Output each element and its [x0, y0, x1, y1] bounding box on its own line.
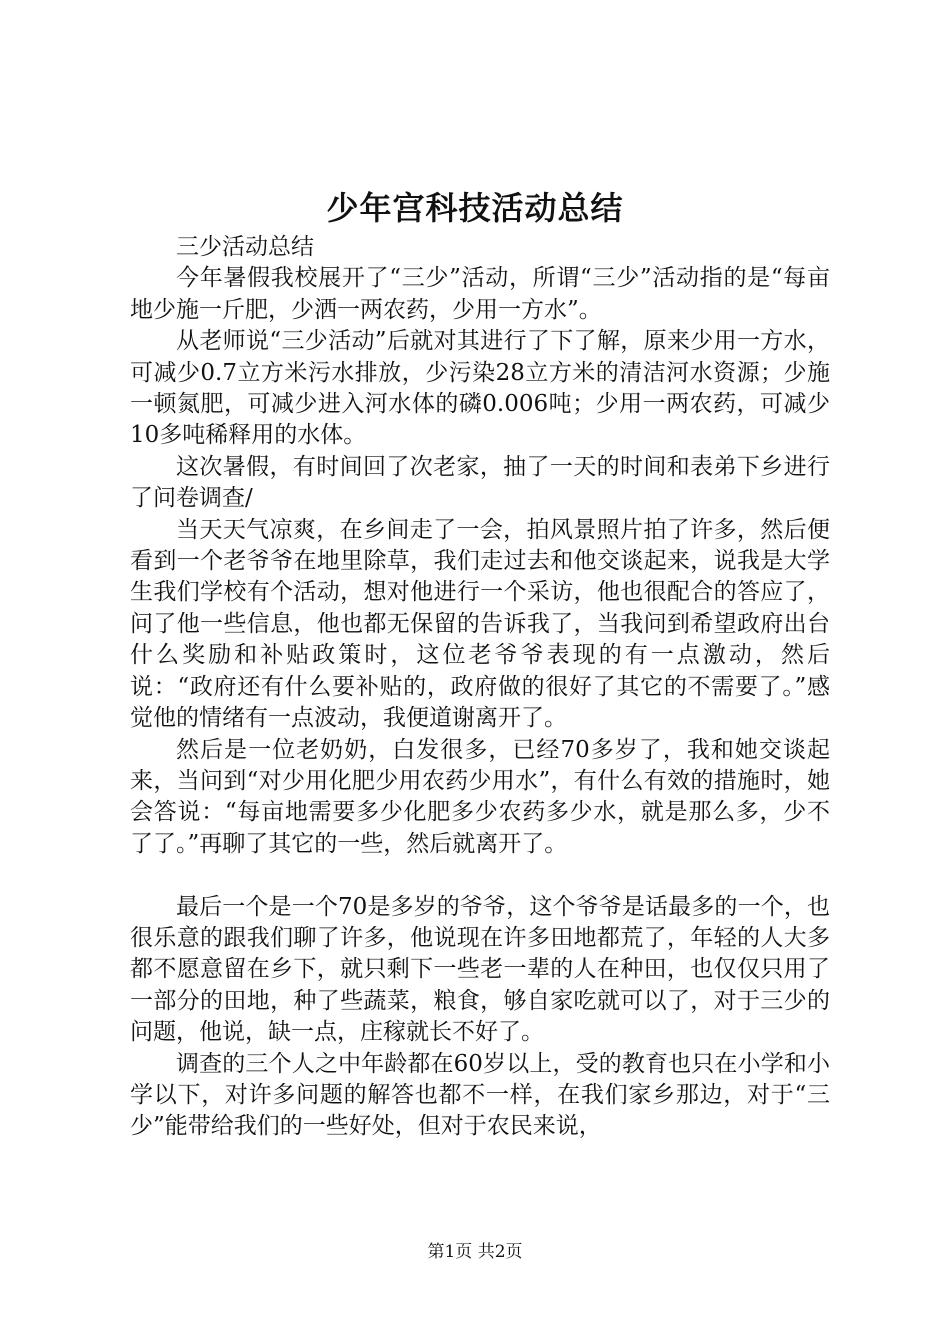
paragraph-grandma: 然后是一位老奶奶，白发很多，已经70多岁了，我和她交谈起来，当问到“对少用化肥少用农药少用水”，有什么有效的措施时，她会答说：“每亩地需要多少化肥多少农药多少水，就是那么多，少不了了。”再聊了其它的一些，然后就离开了。: [130, 736, 830, 857]
document-title: 少年宫科技活动总结: [326, 189, 624, 227]
paragraph-grandpa-2: 最后一个是一个70是多岁的爷爷，这个爷爷是话最多的一个，也很乐意的跟我们聊了许多，他说现在许多田地都荒了，年轻的人大多都不愿意留在乡下，就只剩下一些老一辈的人在种田，也仅仅只用了一部分的田地，种了些蔬菜，粮食，够自家吃就可以了，对于三少的问题，他说，缺一点，庄稼就长不好了。: [130, 893, 830, 1046]
paragraph-subtitle: 三少活动总结: [176, 234, 314, 260]
paragraph-grandpa-1: 当天天气凉爽，在乡间走了一会，拍风景照片拍了许多，然后便看到一个老爷爷在地里除草，我们走过去和他交谈起来，说我是大学生我们学校有个活动，想对他进行一个采访，他也很配合的答应了，问了他一些信息，他也都无保留的告诉我了，当我问到希望政府出台什么奖励和补贴政策时，这位老爷爷表现的有一点激动，然后说：“政府还有什么要补贴的，政府做的很好了其它的不需要了。”感觉他的情绪有一点波动，我便道谢离开了。: [130, 516, 830, 732]
page-footer: 第1页 共2页: [427, 1242, 523, 1262]
paragraph-conclusion: 调查的三个人之中年龄都在60岁以上，受的教育也只在小学和小学以下，对许多问题的解答也都不一样，在我们家乡那边，对于“三少”能带给我们的一些好处，但对于农民来说，: [130, 1050, 830, 1140]
paragraph-intro: 今年暑假我校展开了“三少”活动，所谓“三少”活动指的是“每亩地少施一斤肥，少洒一两农药，少用一方水”。: [130, 265, 830, 323]
document-body: [130, 232, 830, 1143]
paragraph-benefits: 从老师说“三少活动”后就对其进行了下了解，原来少用一方水，可减少0.7立方米污水排放，少污染28立方米的清洁河水资源；少施一顿氮肥，可减少进入河水体的磷0.006吨；少用一两农药，可减少10多吨稀释用的水体。: [130, 328, 830, 449]
paragraph-survey: 这次暑假，有时间回了次老家，抽了一天的时间和表弟下乡进行了问卷调查/: [130, 453, 830, 512]
